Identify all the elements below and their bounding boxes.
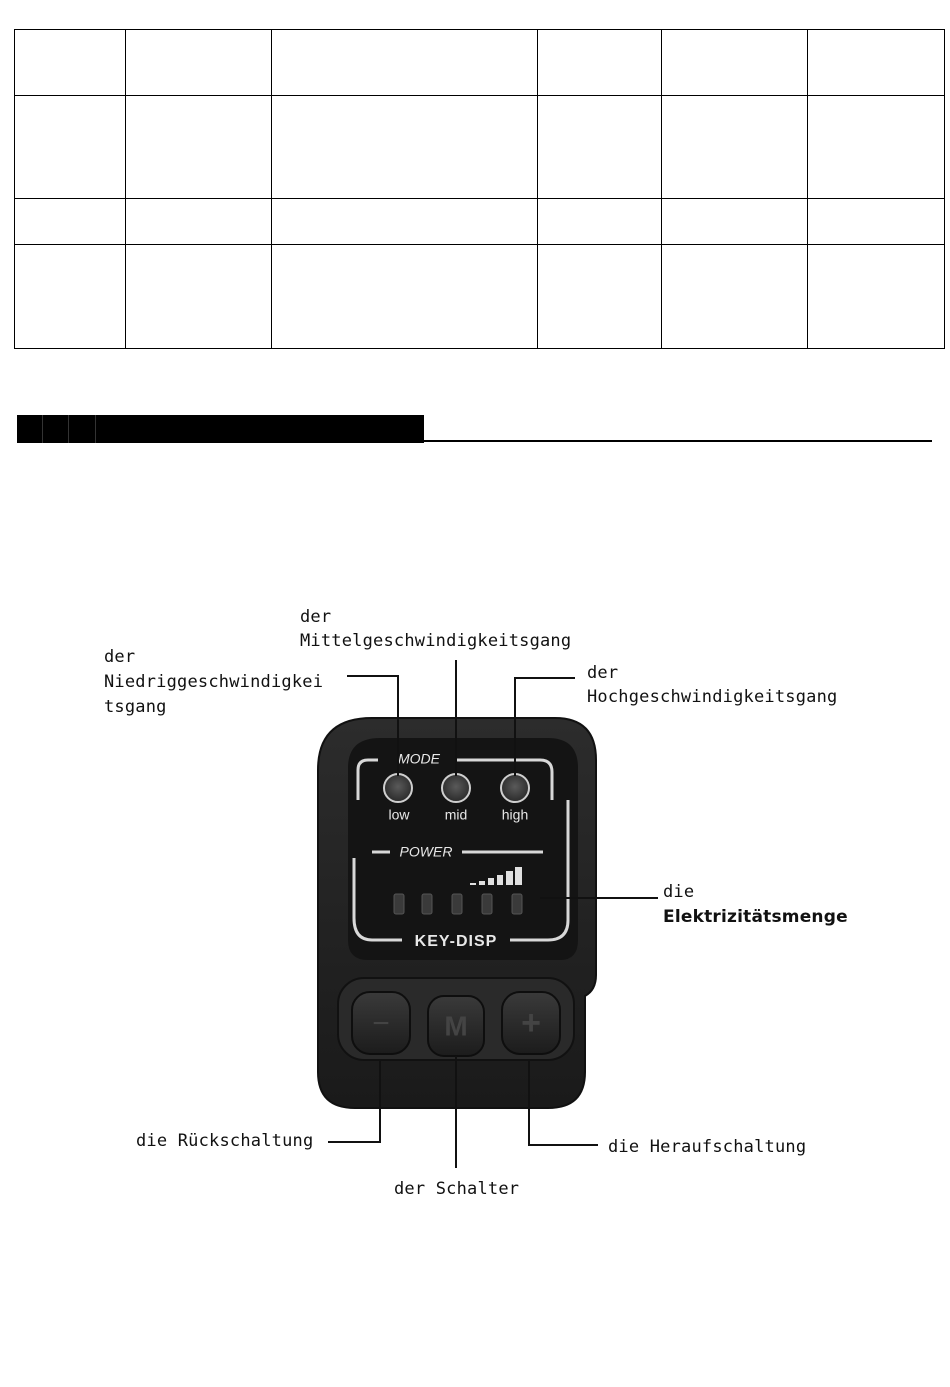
minus-key-label: − — [372, 1006, 390, 1040]
callout-switch: der Schalter — [394, 1179, 520, 1199]
callout-high-line1: der — [587, 663, 619, 683]
led-low — [384, 774, 412, 802]
callout-low-line1: der — [104, 647, 136, 667]
callout-high-line2: Hochgeschwindigkeitsgang — [587, 687, 838, 707]
screen-panel — [348, 738, 578, 960]
mode-title: MODE — [398, 750, 440, 767]
callout-low-line3: tsgang — [104, 697, 167, 717]
power-title: POWER — [399, 843, 453, 860]
callout-down: die Rückschaltung — [136, 1131, 314, 1151]
led-high — [501, 774, 529, 802]
callout-power-line1: die — [663, 882, 695, 902]
callout-mid-line1: der — [300, 607, 332, 627]
callout-low-line2: Niedriggeschwindigkei — [104, 672, 324, 692]
brand-logo: KEY-DISP — [414, 933, 498, 951]
plus-key-label: + — [521, 1003, 541, 1042]
led-mid — [442, 774, 470, 802]
mode-label-low: low — [388, 806, 410, 823]
mode-label-mid: mid — [444, 806, 468, 823]
callout-mid-line2: Mittelgeschwindigkeitsgang — [300, 631, 572, 651]
mode-label-high: high — [501, 806, 529, 823]
callout-up: die Heraufschaltung — [608, 1137, 807, 1157]
mode-key-label: M — [444, 1010, 468, 1042]
callout-power-line2: Elektrizitätsmenge — [663, 907, 848, 927]
